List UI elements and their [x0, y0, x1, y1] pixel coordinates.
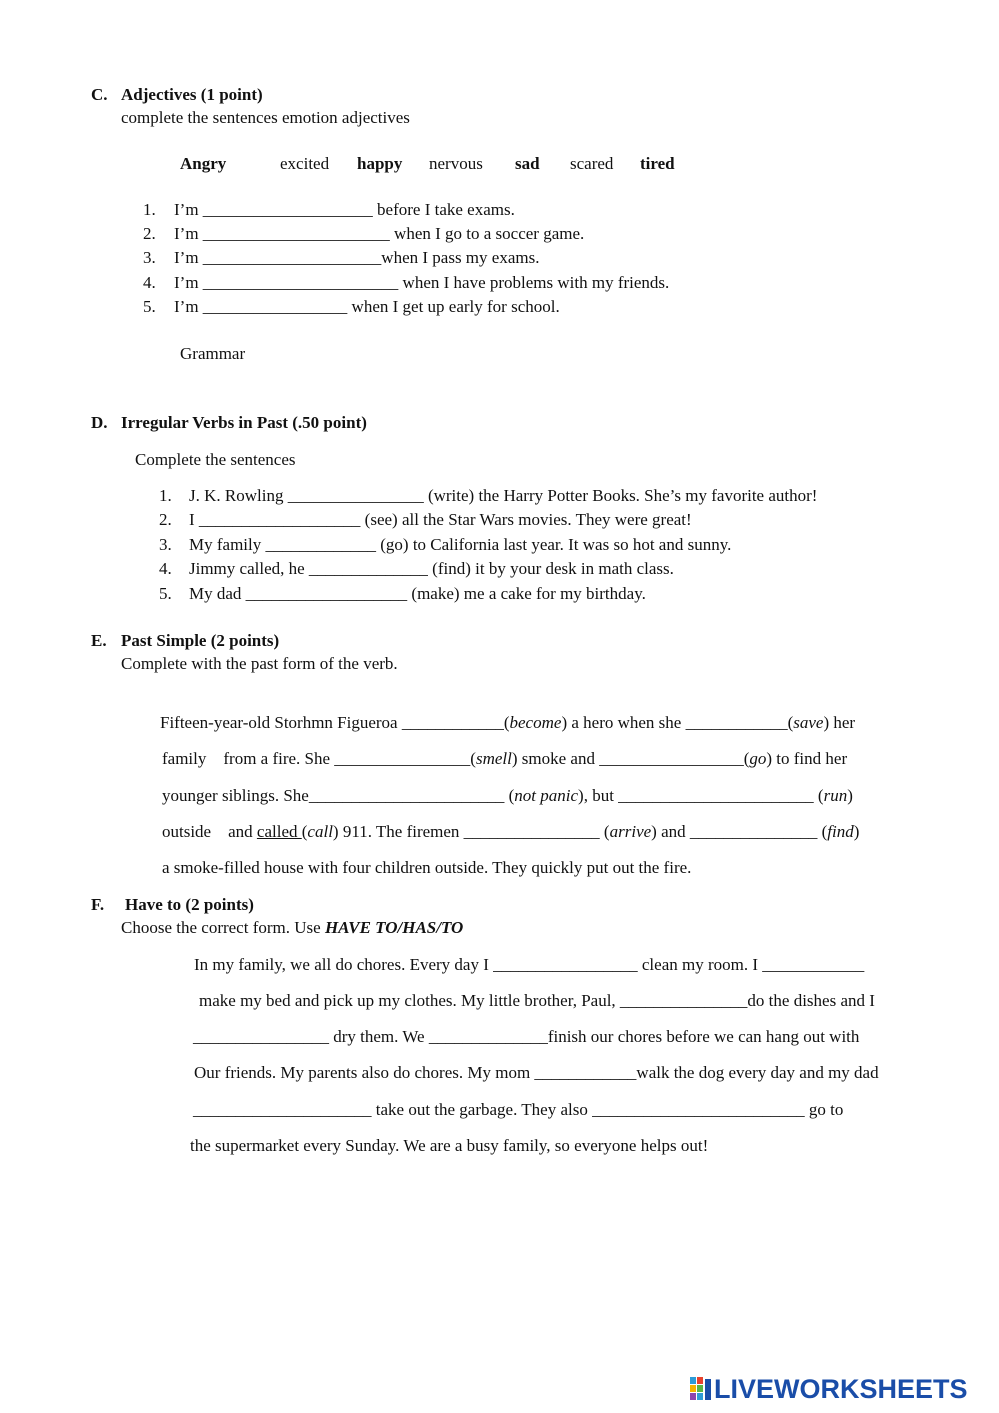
list-item[interactable]: I’m ____________________ before I take exams. — [174, 200, 515, 219]
word-bank-item: tired — [640, 154, 675, 173]
list-item-number: 2. — [159, 510, 172, 529]
paragraph-line[interactable]: younger siblings. She_______________________ (not panic), but _______________________ (run) — [162, 786, 853, 805]
section-e-letter: E. — [91, 631, 107, 650]
list-item[interactable]: I’m ______________________ when I go to a soccer game. — [174, 224, 585, 243]
grammar-label: Grammar — [180, 344, 246, 363]
paragraph-line[interactable]: family from a fire. She ________________(smell) smoke and _________________(go) to find her — [162, 749, 848, 768]
paragraph-line[interactable]: Our friends. My parents also do chores. My mom ____________walk the dog every day and my dad — [194, 1063, 879, 1082]
list-item[interactable]: Jimmy called, he ______________ (find) it by your desk in math class. — [189, 559, 674, 578]
list-item-number: 5. — [143, 297, 156, 316]
list-item-number: 1. — [143, 200, 156, 219]
word-bank-item: Angry — [180, 154, 227, 173]
section-d-title: Irregular Verbs in Past (.50 point) — [121, 413, 367, 432]
list-item-number: 1. — [159, 486, 172, 505]
list-item[interactable]: I ___________________ (see) all the Star Wars movies. They were great! — [189, 510, 692, 529]
paragraph-line[interactable]: outside and called (call) 911. The firemen ________________ (arrive) and _______________ (find) — [162, 822, 860, 841]
list-item-number: 4. — [159, 559, 172, 578]
list-item[interactable]: I’m _____________________when I pass my exams. — [174, 248, 540, 267]
paragraph-line[interactable]: _____________________ take out the garbage. They also _________________________ go to — [193, 1100, 844, 1119]
list-item-number: 5. — [159, 584, 172, 603]
list-item-number: 3. — [159, 535, 172, 554]
word-bank-item: excited — [280, 154, 330, 173]
section-f-instruction: Choose the correct form. Use HAVE TO/HAS/TO — [121, 918, 464, 937]
section-d-letter: D. — [91, 413, 108, 432]
paragraph-line[interactable]: make my bed and pick up my clothes. My little brother, Paul, _______________do the dishes and I — [199, 991, 875, 1010]
paragraph-line[interactable]: ________________ dry them. We ______________finish our chores before we can hang out with — [193, 1027, 860, 1046]
word-bank-item: scared — [570, 154, 614, 173]
section-f-title: Have to (2 points) — [125, 895, 254, 914]
paragraph-line: a smoke-filled house with four children outside. They quickly put out the fire. — [162, 858, 692, 877]
paragraph-line[interactable]: In my family, we all do chores. Every day I _________________ clean my room. I ____________ — [194, 955, 865, 974]
liveworksheets-logo-text: LIVEWORKSHEETS — [714, 1374, 968, 1404]
word-bank-item: nervous — [429, 154, 483, 173]
list-item[interactable]: I’m _______________________ when I have problems with my friends. — [174, 273, 670, 292]
list-item[interactable]: My dad ___________________ (make) me a cake for my birthday. — [189, 584, 646, 603]
liveworksheets-logo-icon — [690, 1377, 712, 1401]
section-f-letter: F. — [91, 895, 105, 914]
list-item[interactable]: My family _____________ (go) to California last year. It was so hot and sunny. — [189, 535, 732, 554]
list-item[interactable]: I’m _________________ when I get up early for school. — [174, 297, 560, 316]
word-bank-item: happy — [357, 154, 403, 173]
word-bank-item: sad — [515, 154, 540, 173]
section-e-instruction: Complete with the past form of the verb. — [121, 654, 398, 673]
section-c-title: Adjectives (1 point) — [121, 85, 263, 104]
section-c-letter: C. — [91, 85, 108, 104]
paragraph-line: the supermarket every Sunday. We are a busy family, so everyone helps out! — [190, 1136, 709, 1155]
list-item-number: 3. — [143, 248, 156, 267]
section-d-instruction: Complete the sentences — [135, 450, 296, 469]
section-e-title: Past Simple (2 points) — [121, 631, 280, 650]
list-item[interactable]: J. K. Rowling ________________ (write) the Harry Potter Books. She’s my favorite author! — [189, 486, 818, 505]
list-item-number: 2. — [143, 224, 156, 243]
section-c-instruction: complete the sentences emotion adjectives — [121, 108, 410, 127]
list-item-number: 4. — [143, 273, 156, 292]
liveworksheets-logo — [690, 1374, 968, 1404]
paragraph-line[interactable]: Fifteen-year-old Storhmn Figueroa ____________(become) a hero when she ____________(save) her — [160, 713, 856, 732]
